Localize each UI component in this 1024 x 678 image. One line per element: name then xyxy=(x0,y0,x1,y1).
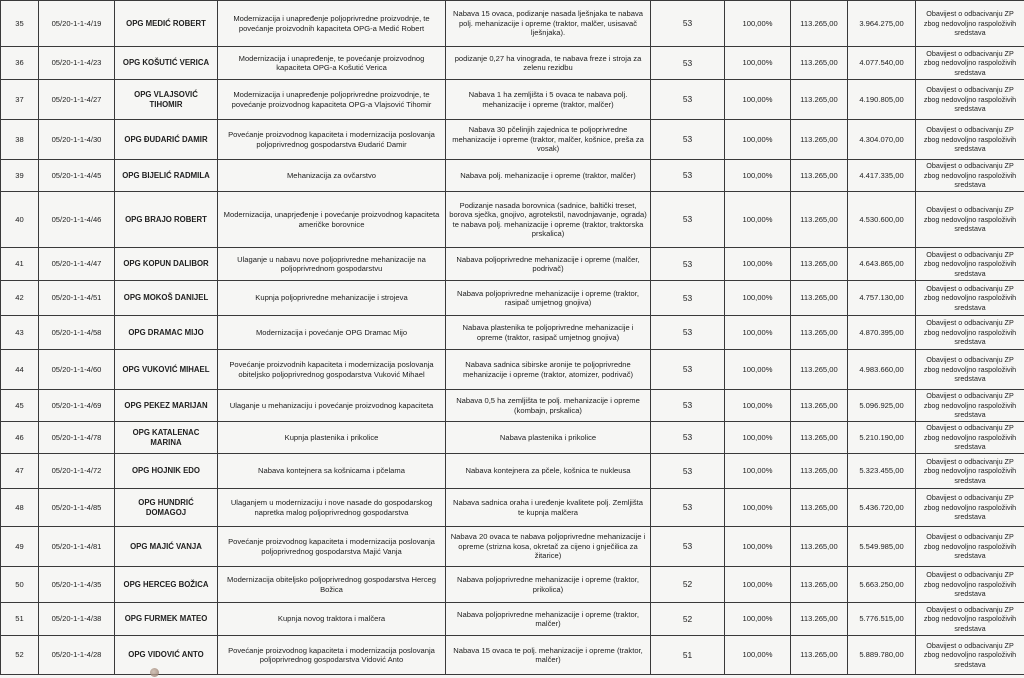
cumulative-amount: 4.190.805,00 xyxy=(848,80,916,120)
score-points: 53 xyxy=(651,1,725,47)
application-code: 05/20-1-1-4/47 xyxy=(39,248,115,281)
cumulative-amount: 5.776.515,00 xyxy=(848,603,916,636)
support-percentage: 100,00% xyxy=(725,281,791,316)
investment-activity: Nabava poljoprivredne mehanizacije i opreme (malčer, podrivač) xyxy=(446,248,651,281)
project-title: Kupnja plastenika i prikolice xyxy=(218,422,446,454)
investment-activity: Nabava sadnica sibirske aronije te poljoprivredne mehanizacije i opreme (traktor, atomizer, podrivač) xyxy=(446,350,651,390)
cumulative-amount: 4.077.540,00 xyxy=(848,47,916,80)
decision-note: Obavijest o odbacivanju ZP zbog nedovoljno raspoloživih sredstava xyxy=(916,1,1024,47)
cumulative-amount: 4.757.130,00 xyxy=(848,281,916,316)
application-code: 05/20-1-1-4/85 xyxy=(39,489,115,527)
application-code: 05/20-1-1-4/60 xyxy=(39,350,115,390)
support-amount: 113.265,00 xyxy=(791,390,848,422)
applicant-name: OPG MAJIĆ VANJA xyxy=(115,527,218,567)
decision-note: Obavijest o odbacivanju ZP zbog nedovoljno raspoloživih sredstava xyxy=(916,350,1024,390)
decision-note: Obavijest o odbacivanju ZP zbog nedovoljno raspoloživih sredstava xyxy=(916,454,1024,489)
applicant-name: OPG ĐUDARIĆ DAMIR xyxy=(115,120,218,160)
support-percentage: 100,00% xyxy=(725,390,791,422)
application-code: 05/20-1-1-4/19 xyxy=(39,1,115,47)
row-number: 48 xyxy=(1,489,39,527)
cumulative-amount: 5.323.455,00 xyxy=(848,454,916,489)
support-amount: 113.265,00 xyxy=(791,281,848,316)
project-title: Ulaganje u nabavu nove poljoprivredne mehanizacije na poljoprivrednom gospodarstvu xyxy=(218,248,446,281)
support-percentage: 100,00% xyxy=(725,489,791,527)
decision-note: Obavijest o odbacivanju ZP zbog nedovoljno raspoloživih sredstava xyxy=(916,160,1024,192)
table-row xyxy=(1,192,1024,248)
score-points: 53 xyxy=(651,248,725,281)
project-title: Ulaganjem u modernizaciju i nove nasade do gospodarskog napretka malog poljoprivrednog gospodarstva xyxy=(218,489,446,527)
score-points: 53 xyxy=(651,454,725,489)
application-code: 05/20-1-1-4/78 xyxy=(39,422,115,454)
cumulative-amount: 4.870.395,00 xyxy=(848,316,916,350)
support-amount: 113.265,00 xyxy=(791,489,848,527)
decision-note: Obavijest o odbacivanju ZP zbog nedovoljno raspoloživih sredstava xyxy=(916,390,1024,422)
decision-note: Obavijest o odbacivanju ZP zbog nedovoljno raspoloživih sredstava xyxy=(916,636,1024,675)
application-code: 05/20-1-1-4/28 xyxy=(39,636,115,675)
cumulative-amount: 4.417.335,00 xyxy=(848,160,916,192)
support-percentage: 100,00% xyxy=(725,120,791,160)
score-points: 53 xyxy=(651,316,725,350)
cumulative-amount: 5.549.985,00 xyxy=(848,527,916,567)
project-title: Modernizacija i unapređenje poljoprivredne proizvodnje, te povećanje proizvodnog kapaciteta OPG-a Vlajsović Tihomir xyxy=(218,80,446,120)
application-code: 05/20-1-1-4/72 xyxy=(39,454,115,489)
decision-note: Obavijest o odbacivanju ZP zbog nedovoljno raspoloživih sredstava xyxy=(916,47,1024,80)
row-number: 40 xyxy=(1,192,39,248)
row-number: 50 xyxy=(1,567,39,603)
project-title: Nabava kontejnera sa košnicama i pčelama xyxy=(218,454,446,489)
applicant-name: OPG PEKEZ MARIJAN xyxy=(115,390,218,422)
project-title: Modernizacija i povećanje OPG Dramac Mijo xyxy=(218,316,446,350)
application-code: 05/20-1-1-4/30 xyxy=(39,120,115,160)
application-code: 05/20-1-1-4/27 xyxy=(39,80,115,120)
decision-note: Obavijest o odbacivanju ZP zbog nedovoljno raspoloživih sredstava xyxy=(916,527,1024,567)
investment-activity: Nabava 20 ovaca te nabava poljoprivredne mehanizacije i opreme (strizna kosa, okretač za cijeno i gnječilica za žitarice) xyxy=(446,527,651,567)
cumulative-amount: 5.889.780,00 xyxy=(848,636,916,675)
table-row xyxy=(1,1,1024,47)
decision-note: Obavijest o odbacivanju ZP zbog nedovoljno raspoloživih sredstava xyxy=(916,603,1024,636)
support-amount: 113.265,00 xyxy=(791,160,848,192)
investment-activity: podizanje 0,27 ha vinograda, te nabava freze i stroja za zelenu rezidbu xyxy=(446,47,651,80)
table-row xyxy=(1,390,1024,422)
application-code: 05/20-1-1-4/23 xyxy=(39,47,115,80)
investment-activity: Nabava plastenika i prikolice xyxy=(446,422,651,454)
application-code: 05/20-1-1-4/45 xyxy=(39,160,115,192)
table-row xyxy=(1,350,1024,390)
support-amount: 113.265,00 xyxy=(791,603,848,636)
project-title: Ulaganje u mehanizaciju i povećanje proizvodnog kapaciteta xyxy=(218,390,446,422)
support-percentage: 100,00% xyxy=(725,80,791,120)
row-number: 52 xyxy=(1,636,39,675)
support-amount: 113.265,00 xyxy=(791,636,848,675)
support-amount: 113.265,00 xyxy=(791,316,848,350)
applicant-name: OPG HOJNIK EDO xyxy=(115,454,218,489)
applicant-name: OPG HERCEG BOŽICA xyxy=(115,567,218,603)
support-amount: 113.265,00 xyxy=(791,567,848,603)
decision-note: Obavijest o odbacivanju ZP zbog nedovoljno raspoloživih sredstava xyxy=(916,567,1024,603)
support-percentage: 100,00% xyxy=(725,603,791,636)
support-percentage: 100,00% xyxy=(725,248,791,281)
score-points: 53 xyxy=(651,47,725,80)
applicant-name: OPG VLAJSOVIĆ TIHOMIR xyxy=(115,80,218,120)
investment-activity: Nabava poljoprivredne mehanizacije i opreme (traktor, rasipač umjetnog gnojiva) xyxy=(446,281,651,316)
application-code: 05/20-1-1-4/58 xyxy=(39,316,115,350)
cumulative-amount: 4.530.600,00 xyxy=(848,192,916,248)
row-number: 36 xyxy=(1,47,39,80)
table-row xyxy=(1,422,1024,454)
support-amount: 113.265,00 xyxy=(791,47,848,80)
table-row xyxy=(1,567,1024,603)
support-amount: 113.265,00 xyxy=(791,192,848,248)
support-amount: 113.265,00 xyxy=(791,454,848,489)
applicant-name: OPG VIDOVIĆ ANTO xyxy=(115,636,218,675)
applicant-name: OPG FURMEK MATEO xyxy=(115,603,218,636)
table-row xyxy=(1,160,1024,192)
investment-activity: Nabava 15 ovaca, podizanje nasada lješnjaka te nabava polj. mehanizacije i opreme (traktor, malčer, usisavač lješnjaka). xyxy=(446,1,651,47)
cumulative-amount: 5.663.250,00 xyxy=(848,567,916,603)
decision-note: Obavijest o odbacivanju ZP zbog nedovoljno raspoloživih sredstava xyxy=(916,80,1024,120)
applicant-name: OPG KATALENAC MARINA xyxy=(115,422,218,454)
applicant-name: OPG DRAMAC MIJO xyxy=(115,316,218,350)
row-number: 42 xyxy=(1,281,39,316)
cumulative-amount: 4.643.865,00 xyxy=(848,248,916,281)
project-title: Mehanizacija za ovčarstvo xyxy=(218,160,446,192)
table-row xyxy=(1,80,1024,120)
support-amount: 113.265,00 xyxy=(791,120,848,160)
application-code: 05/20-1-1-4/46 xyxy=(39,192,115,248)
support-amount: 113.265,00 xyxy=(791,350,848,390)
project-title: Kupnja poljoprivredne mehanizacije i strojeva xyxy=(218,281,446,316)
score-points: 53 xyxy=(651,489,725,527)
decision-note: Obavijest o odbacivanju ZP zbog nedovoljno raspoloživih sredstava xyxy=(916,422,1024,454)
table-row xyxy=(1,120,1024,160)
table-row xyxy=(1,316,1024,350)
row-number: 45 xyxy=(1,390,39,422)
row-number: 39 xyxy=(1,160,39,192)
investment-activity: Nabava plastenika te poljoprivredne mehanizacije i opreme (traktor, rasipač umjetnog gnojiva) xyxy=(446,316,651,350)
score-points: 52 xyxy=(651,603,725,636)
application-code: 05/20-1-1-4/69 xyxy=(39,390,115,422)
decision-note: Obavijest o odbacivanju ZP zbog nedovoljno raspoloživih sredstava xyxy=(916,120,1024,160)
score-points: 53 xyxy=(651,281,725,316)
support-percentage: 100,00% xyxy=(725,316,791,350)
cumulative-amount: 5.096.925,00 xyxy=(848,390,916,422)
investment-activity: Nabava kontejnera za pčele, košnica te nukleusa xyxy=(446,454,651,489)
investment-activity: Nabava 1 ha zemljišta i 5 ovaca te nabava polj. mehanizacije i opreme (traktor, malčer) xyxy=(446,80,651,120)
support-percentage: 100,00% xyxy=(725,567,791,603)
investment-activity: Podizanje nasada borovnica (sadnice, baltički treset, borova sječka, gnojivo, agrotekstil, navodnjavanje, ograda) te nabava polj. mehanizacije i opreme (traktor, traktorska prskalica) xyxy=(446,192,651,248)
project-title: Povećanje proizvodnog kapaciteta i modernizacija poslovanja poljoprivrednog gospodarstva Majić Vanja xyxy=(218,527,446,567)
applicant-name: OPG HUNDRIĆ DOMAGOJ xyxy=(115,489,218,527)
support-percentage: 100,00% xyxy=(725,47,791,80)
investment-activity: Nabava poljoprivredne mehanizacije i opreme (traktor, malčer) xyxy=(446,603,651,636)
support-percentage: 100,00% xyxy=(725,1,791,47)
application-code: 05/20-1-1-4/51 xyxy=(39,281,115,316)
applicant-name: OPG KOPUN DALIBOR xyxy=(115,248,218,281)
decision-note: Obavijest o odbacivanju ZP zbog nedovoljno raspoloživih sredstava xyxy=(916,192,1024,248)
score-points: 52 xyxy=(651,567,725,603)
project-title: Povećanje proizvodnog kapaciteta i modernizacija poslovanja poljoprivrednog gospodarstva Vidović Anto xyxy=(218,636,446,675)
support-percentage: 100,00% xyxy=(725,527,791,567)
support-percentage: 100,00% xyxy=(725,192,791,248)
cumulative-amount: 5.210.190,00 xyxy=(848,422,916,454)
row-number: 51 xyxy=(1,603,39,636)
decision-note: Obavijest o odbacivanju ZP zbog nedovoljno raspoloživih sredstava xyxy=(916,281,1024,316)
project-title: Modernizacija i unapređenje poljoprivredne proizvodnje, te povećanje proizvodnih kapaciteta OPG-a Medić Robert xyxy=(218,1,446,47)
row-number: 46 xyxy=(1,422,39,454)
applicant-name: OPG KOŠUTIĆ VERICA xyxy=(115,47,218,80)
project-title: Povećanje proizvodnih kapaciteta i modernizacija poslovanja obiteljsko poljoprivrednog gospodarstva Vuković Mihael xyxy=(218,350,446,390)
investment-activity: Nabava 15 ovaca te polj. mehanizacije i opreme (traktor, malčer) xyxy=(446,636,651,675)
row-number: 38 xyxy=(1,120,39,160)
support-percentage: 100,00% xyxy=(725,454,791,489)
support-percentage: 100,00% xyxy=(725,160,791,192)
investment-activity: Nabava 30 pčelinjih zajednica te poljoprivredne mehanizacije i opreme (traktor, malčer, košnice, preša za vosak) xyxy=(446,120,651,160)
row-number: 41 xyxy=(1,248,39,281)
score-points: 53 xyxy=(651,80,725,120)
applicant-name: OPG BIJELIĆ RADMILA xyxy=(115,160,218,192)
table-row xyxy=(1,603,1024,636)
application-code: 05/20-1-1-4/35 xyxy=(39,567,115,603)
cumulative-amount: 4.983.660,00 xyxy=(848,350,916,390)
support-amount: 113.265,00 xyxy=(791,527,848,567)
score-points: 53 xyxy=(651,390,725,422)
investment-activity: Nabava sadnica oraha i uređenje kvalitete polj. Zemljišta te kupnja malčera xyxy=(446,489,651,527)
support-percentage: 100,00% xyxy=(725,350,791,390)
score-points: 53 xyxy=(651,422,725,454)
decision-note: Obavijest o odbacivanju ZP zbog nedovoljno raspoloživih sredstava xyxy=(916,316,1024,350)
table-row xyxy=(1,248,1024,281)
table-row xyxy=(1,454,1024,489)
support-percentage: 100,00% xyxy=(725,422,791,454)
table-row xyxy=(1,281,1024,316)
row-number: 49 xyxy=(1,527,39,567)
table-body xyxy=(1,1,1024,675)
support-amount: 113.265,00 xyxy=(791,248,848,281)
cumulative-amount: 3.964.275,00 xyxy=(848,1,916,47)
applicant-name: OPG MEDIĆ ROBERT xyxy=(115,1,218,47)
table-row xyxy=(1,489,1024,527)
row-number: 44 xyxy=(1,350,39,390)
applicant-name: OPG MOKOŠ DANIJEL xyxy=(115,281,218,316)
decision-note: Obavijest o odbacivanju ZP zbog nedovoljno raspoloživih sredstava xyxy=(916,248,1024,281)
investment-activity: Nabava poljoprivredne mehanizacije i opreme (traktor, prikolica) xyxy=(446,567,651,603)
table-row xyxy=(1,47,1024,80)
application-code: 05/20-1-1-4/81 xyxy=(39,527,115,567)
applicant-name: OPG VUKOVIĆ MIHAEL xyxy=(115,350,218,390)
project-title: Povećanje proizvodnog kapaciteta i modernizacija poslovanja poljoprivrednog gospodarstva Đudarić Damir xyxy=(218,120,446,160)
project-title: Kupnja novog traktora i malčera xyxy=(218,603,446,636)
support-percentage: 100,00% xyxy=(725,636,791,675)
score-points: 53 xyxy=(651,120,725,160)
application-code: 05/20-1-1-4/38 xyxy=(39,603,115,636)
score-points: 53 xyxy=(651,192,725,248)
row-number: 47 xyxy=(1,454,39,489)
support-amount: 113.265,00 xyxy=(791,422,848,454)
punch-hole-mark xyxy=(150,668,159,677)
score-points: 53 xyxy=(651,350,725,390)
project-title: Modernizacija i unapređenje, te povećanje proizvodnog kapaciteta OPG-a Košutić Verica xyxy=(218,47,446,80)
table-row xyxy=(1,527,1024,567)
row-number: 35 xyxy=(1,1,39,47)
project-title: Modernizacija, unaprjeđenje i povećanje proizvodnog kapaciteta američke borovnice xyxy=(218,192,446,248)
investment-activity: Nabava polj. mehanizacije i opreme (traktor, malčer) xyxy=(446,160,651,192)
score-points: 51 xyxy=(651,636,725,675)
project-title: Modernizacija obiteljsko poljoprivrednog gospodarstva Herceg Božica xyxy=(218,567,446,603)
investment-activity: Nabava 0,5 ha zemljišta te polj. mehanizacije i opreme (kombajn, prskalica) xyxy=(446,390,651,422)
row-number: 37 xyxy=(1,80,39,120)
score-points: 53 xyxy=(651,160,725,192)
applicant-name: OPG BRAJO ROBERT xyxy=(115,192,218,248)
support-amount: 113.265,00 xyxy=(791,80,848,120)
score-points: 53 xyxy=(651,527,725,567)
decision-note: Obavijest o odbacivanju ZP zbog nedovoljno raspoloživih sredstava xyxy=(916,489,1024,527)
row-number: 43 xyxy=(1,316,39,350)
support-amount: 113.265,00 xyxy=(791,1,848,47)
cumulative-amount: 4.304.070,00 xyxy=(848,120,916,160)
cumulative-amount: 5.436.720,00 xyxy=(848,489,916,527)
